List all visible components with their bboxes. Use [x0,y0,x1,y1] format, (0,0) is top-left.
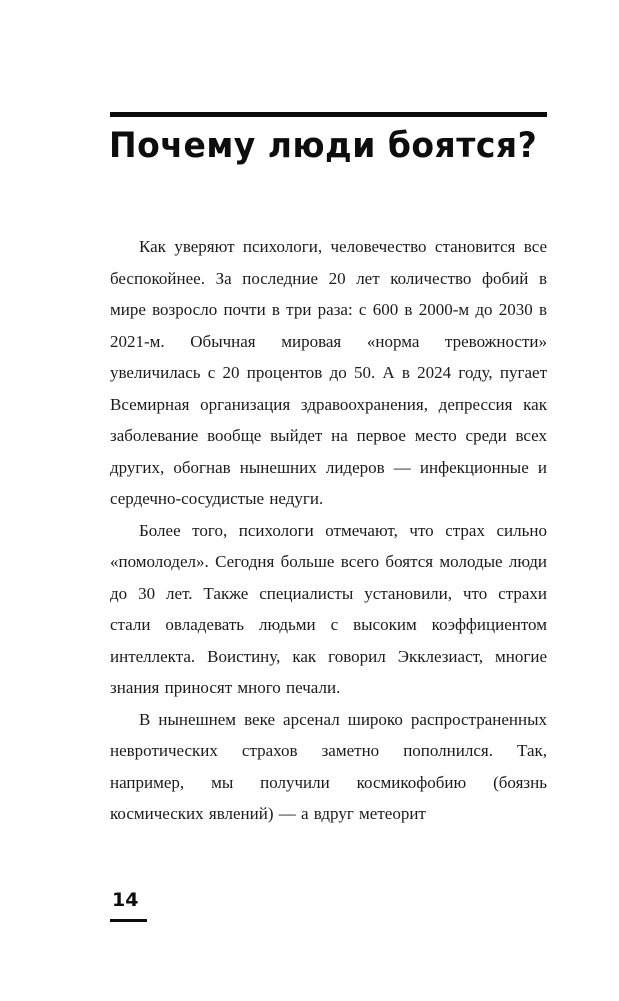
chapter-heading-rule [110,112,547,117]
body-text [110,231,547,830]
chapter-title: Почему люди боятся? [109,124,538,166]
page-number: 14 [112,889,139,911]
paragraph-3: В нынешнем веке арсенал широко распространенных невротических страхов заметно пополнился. Так, например, мы получили космикофобию (боязнь космических явлений) — а вдруг метеорит [110,709,547,823]
paragraph-1: Как уверяют психологи, человечество становится все беспокойнее. За последние 20 лет количество фобий в мире возросло почти в три раза: с 600 в 2000-м до 2030 в 2021-м. Обычная мировая «норма тревожности» увеличилась с 20 процентов до 50. А в 2024 году, пугает Всемирная организация здравоохранения, депрессия как заболевание вообще выйдет на первое место среди всех других, обогнав нынешних лидеров — инфекционные и сердечно-сосудистые недуги. [110,237,547,508]
page-number-rule [110,919,147,922]
paragraph-2: Более того, психологи отмечают, что страх сильно «помолодел». Сегодня больше всего боятся молодые люди до 30 лет. Также специалисты установили, что страхи стали овладевать людьми с высоким коэффициентом интеллекта. Воистину, как говорил Экклезиаст, многие знания приносят много печали. [110,520,547,697]
page-footer [110,888,230,922]
